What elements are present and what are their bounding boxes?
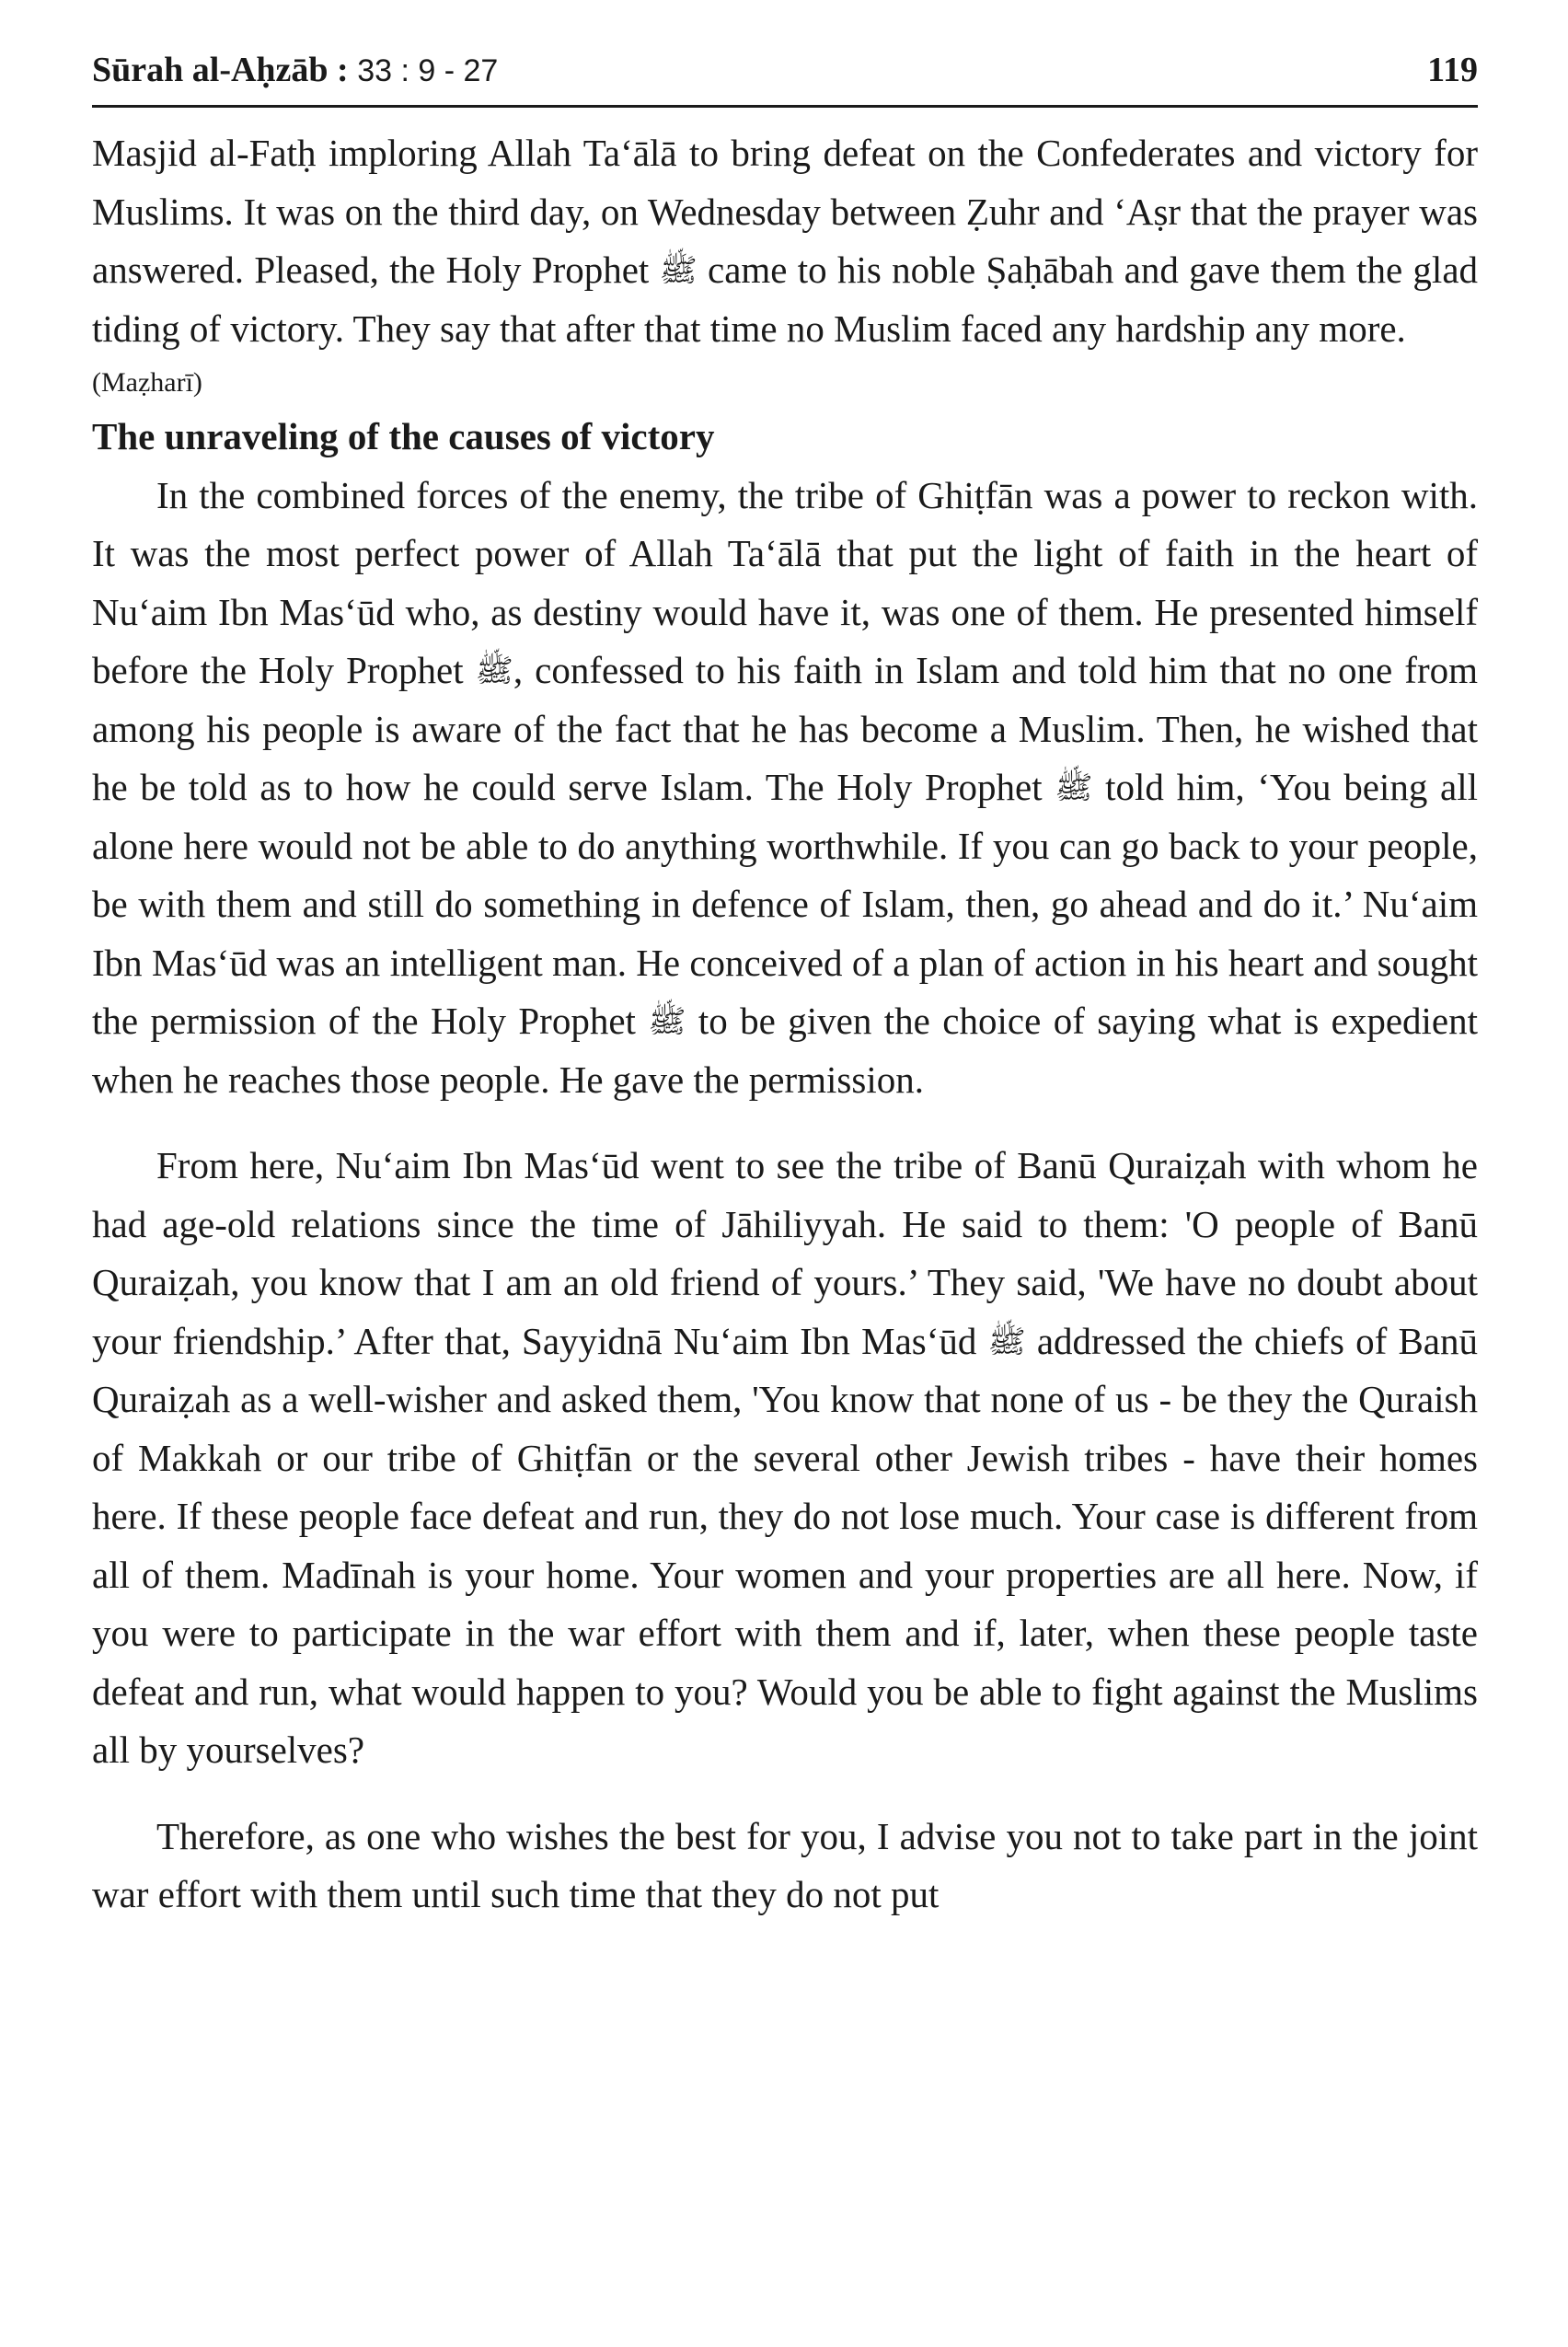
paragraph-3-part-a: From here, Nu‘aim Ibn Mas‘ūd went to see the tribe of Banū Quraiẓah with whom he had age-old relations since the time of Jāhiliyyah. He said to them: 'O people of Banū Quraiẓah, you know that I am an old friend of yours.’ They said, 'We have no doubt about your friendship.’ After that, Sayyidnā Nu‘aim Ibn Mas‘ūd [92, 1144, 1478, 1362]
paragraph-2-part-d: to be given the choice of saying what is expedient when he reaches those people. He gave the permission. [92, 1000, 1479, 1101]
honorific-prophet-icon: ﷺ [659, 252, 698, 289]
page-number: 119 [1427, 51, 1478, 89]
book-page [92, 44, 1478, 1925]
paragraph-2-part-c: told him, ‘You being all alone here would not be able to do anything worthwhile. If you can go back to your people, be with them and still do something in defence of Islam, then, go ahead and do it.’ Nu‘aim Ibn Mas‘ūd was an intelligent man. He conceived of a plan of action in his heart and sought the permission of the Holy Prophet [92, 766, 1479, 1042]
honorific-prophet-icon: ﷺ [475, 653, 513, 689]
running-header [92, 44, 1478, 108]
verse-reference: 33 : 9 - 27 [357, 53, 499, 88]
paragraph-1 [92, 124, 1478, 358]
honorific-prophet-icon: ﷺ [648, 1003, 686, 1040]
surah-title-block [92, 50, 498, 90]
paragraph-2-part-a: In the combined forces of the enemy, the tribe of Ghiṭfān was a power to reckon with. It was the most perfect power of Allah Ta‘ālā that put the light of faith in the heart of Nu‘aim Ibn Mas‘ūd who, as destiny would have it, was one of them. He presented himself before the Holy Prophet [92, 473, 1478, 691]
paragraph-2 [92, 467, 1478, 1110]
honorific-prophet-icon: ﷺ [1055, 769, 1093, 806]
citation-mazhari: (Maẓharī) [92, 367, 202, 398]
paragraph-3-part-b: addressed the chiefs of Banū Quraiẓah as a well-wisher and asked them, 'You know that none of us - be they the Quraish of Makkah or our tribe of Ghiṭfān or the several other Jewish tribes - have their homes here. If these people face defeat and run, they do not lose much. Your case is different from all of them. Madīnah is your home. Your women and your properties are all here. Now, if you were to participate in the war effort with them and if, later, when these people taste defeat and run, what would happen to you? Would you be able to fight against the Muslims all by yourselves? [92, 1319, 1478, 1771]
paragraph-1-part-a: Masjid al-Fatḥ imploring Allah Ta‘ālā to bring defeat on the Confederates and victory for Muslims. It was on the third day, on Wednesday between Ẓuhr and ‘Aṣr that the prayer was answered. Pleased, the Holy Prophet [92, 132, 1478, 291]
surah-title: Sūrah al-Aḥzāb : [92, 51, 349, 89]
paragraph-3 [92, 1137, 1478, 1780]
honorific-companion-icon: ﷺ [987, 1323, 1026, 1360]
paragraph-4: Therefore, as one who wishes the best for you, I advise you not to take part in the joint war effort with them until such time that they do not put [92, 1814, 1478, 1915]
paragraph-2-part-b: , confessed to his faith in Islam and told him that no one from among his people is aware of the fact that he has become a Muslim. Then, he wished that he be told as to how he could serve Islam. The Holy Prophet [92, 649, 1479, 808]
page-body [92, 124, 1478, 1925]
paragraph-1-part-b: came to his noble Ṣaḥābah and gave them the glad tiding of victory. They say that after that time no Muslim faced any hardship any more. [92, 249, 1479, 350]
section-heading: The unraveling of the causes of victory [92, 415, 715, 457]
